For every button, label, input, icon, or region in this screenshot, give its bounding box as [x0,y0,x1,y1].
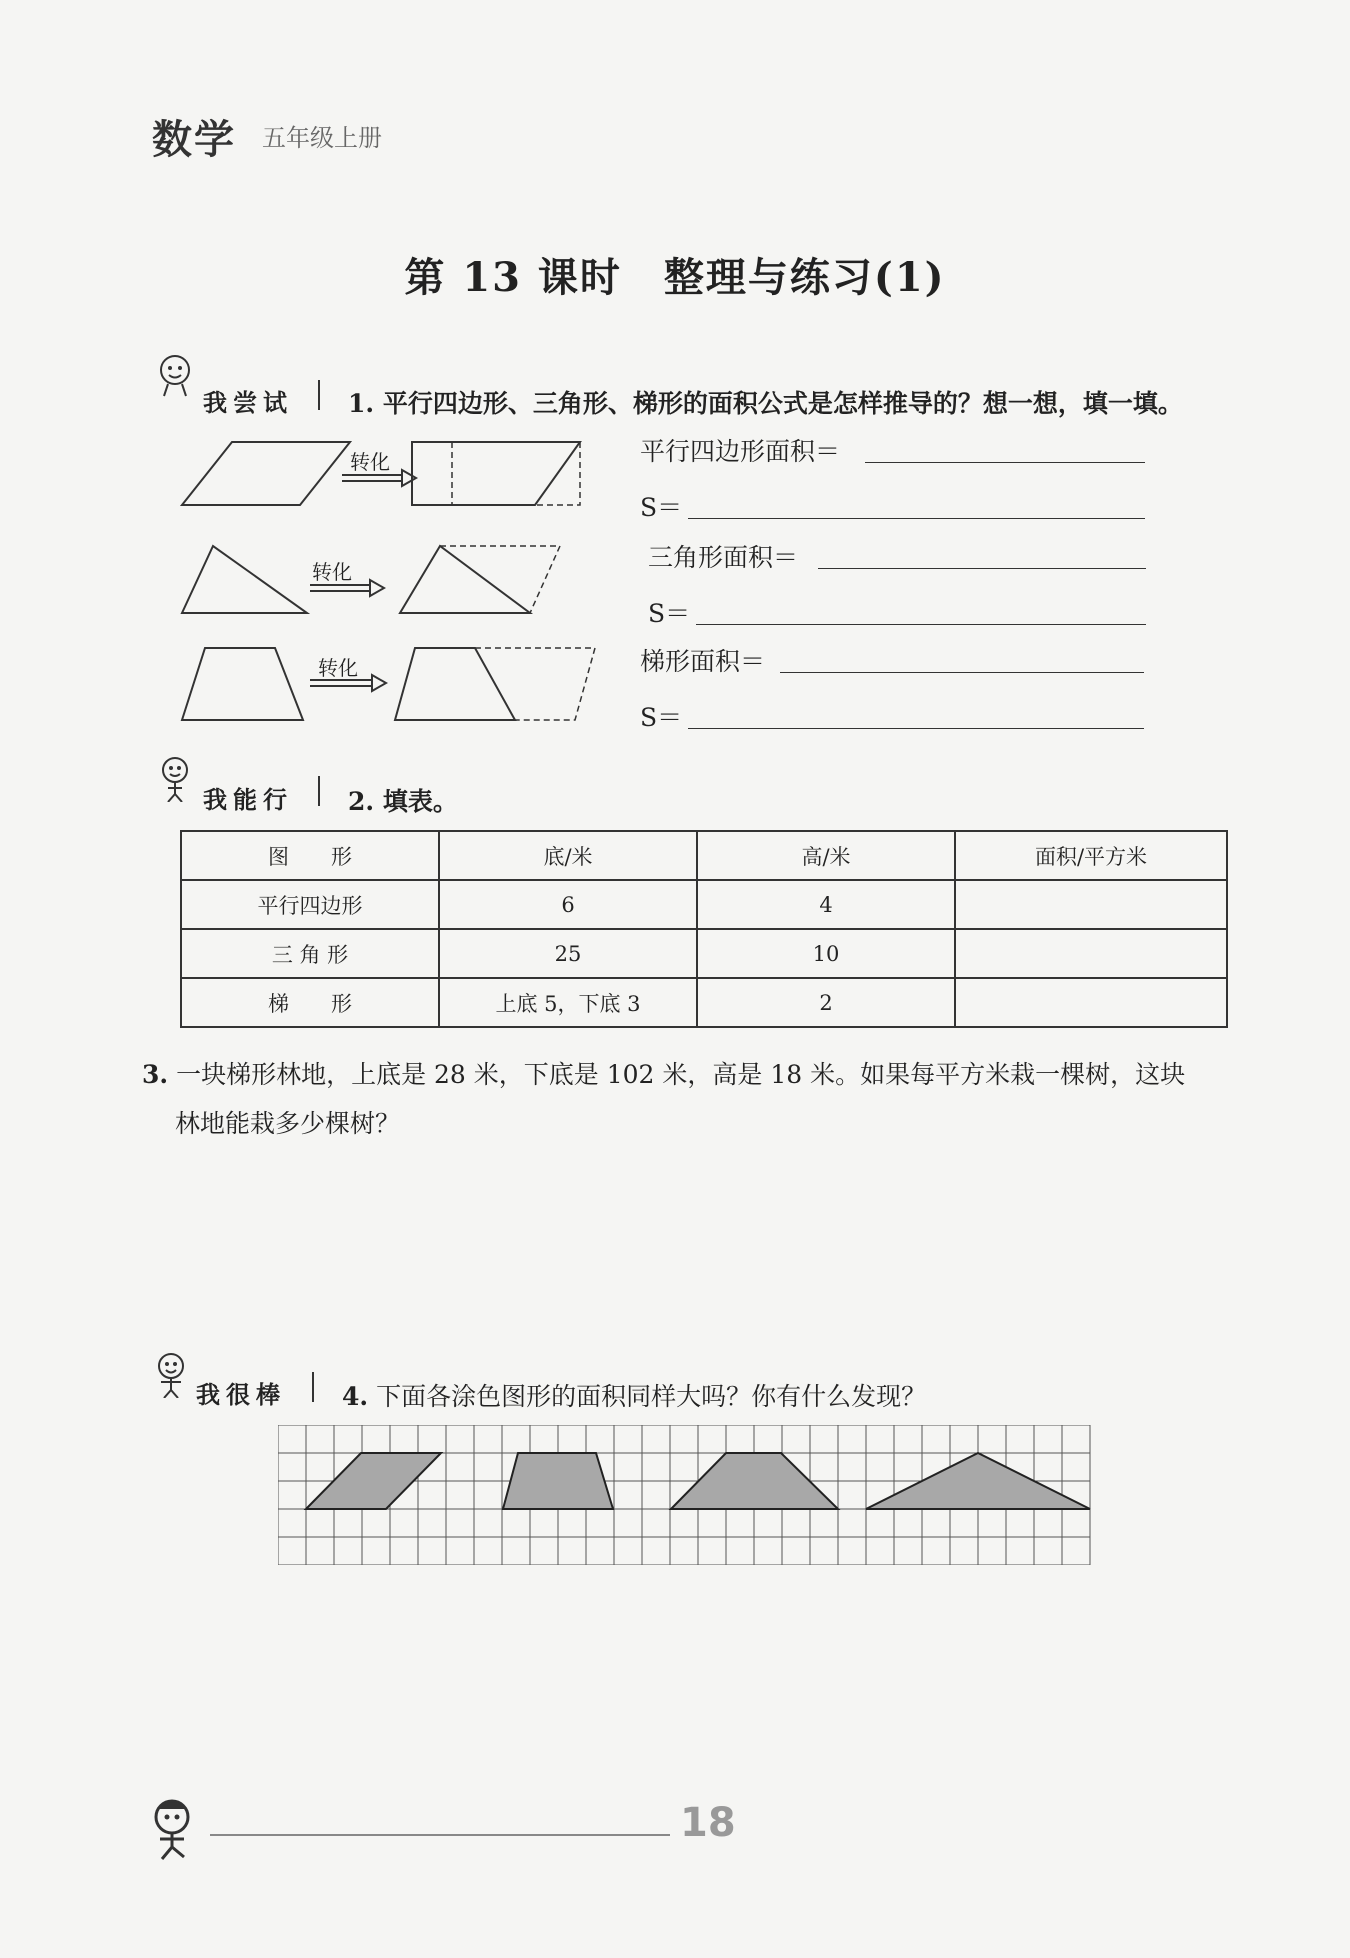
table-header: 面积/平方米 [955,831,1227,880]
q4-prompt: 下面各涂色图形的面积同样大吗？你有什么发现？ [376,1382,927,1411]
q2-text [348,782,458,818]
q3-prompt-1: 一块梯形林地，上底是 28 米，下底是 102 米，高是 18 米。如果每平方米栽一棵树，这块 [176,1060,1186,1089]
footer-rule [210,1834,670,1836]
subject-title: 数学 [152,117,236,163]
formula-trapezoid-label: 梯形面积＝ [640,647,766,676]
q1-number: 1. [348,389,375,418]
q3-number: 3. [142,1060,169,1089]
grade-label: 五年级上册 [262,124,382,152]
table-header: 高/米 [697,831,955,880]
q2-prompt: 填表。 [382,787,458,816]
section-divider [318,776,320,806]
answer-line[interactable] [780,672,1144,673]
q3-prompt-2: 林地能栽多少棵树？ [175,1109,401,1138]
q4-text [342,1377,926,1413]
arrow-label: 转化 [318,656,358,680]
answer-line[interactable] [688,728,1144,729]
q1-prompt: 平行四边形、三角形、梯形的面积公式是怎样推导的？想一想，填一填。 [382,389,1183,418]
table-row [181,880,1227,929]
table-cell: 平行四边形 [181,880,439,929]
answer-cell[interactable] [955,880,1227,929]
mascot-icon [150,350,200,400]
formula-triangle-label: 三角形面积＝ [648,543,799,572]
section-label-great: 我很棒 [196,1381,286,1409]
answer-line[interactable] [696,624,1146,625]
area-table [180,830,1228,1028]
table-cell: 梯 形 [181,978,439,1027]
section-label-try: 我尝试 [203,389,293,417]
answer-cell[interactable] [955,929,1227,978]
table-cell: 25 [439,929,697,978]
formula-parallelogram-s: S＝ [640,493,683,522]
table-cell: 6 [439,880,697,929]
table-cell: 上底 5，下底 3 [439,978,697,1027]
page-number: 18 [680,1800,736,1846]
table-cell: 4 [697,880,955,929]
formula-triangle-s: S＝ [648,599,691,628]
q1-transform-figures [170,430,610,730]
mascot-footer-icon [140,1795,210,1865]
q2-number: 2. [348,787,375,816]
mascot-icon [150,752,200,802]
table-row [181,929,1227,978]
q4-number: 4. [342,1382,369,1411]
table-header: 底/米 [439,831,697,880]
answer-line[interactable] [688,518,1145,519]
answer-cell[interactable] [955,978,1227,1027]
q1-text [348,384,1183,420]
table-cell: 三 角 形 [181,929,439,978]
section-divider [318,380,320,410]
lesson-title: 第 13 课时 整理与练习(1) [404,254,946,301]
table-row [181,978,1227,1027]
table-cell: 10 [697,929,955,978]
q4-grid [278,1425,1093,1565]
table-header-row [181,831,1227,880]
answer-line[interactable] [818,568,1146,569]
arrow-label: 转化 [312,560,352,584]
arrow-label: 转化 [350,450,390,474]
mascot-icon [146,1348,196,1398]
formula-trapezoid-s: S＝ [640,703,683,732]
section-divider [312,1372,314,1402]
formula-parallelogram-label: 平行四边形面积＝ [640,437,841,466]
q3-line1 [142,1055,1185,1091]
section-label-can: 我能行 [203,786,293,814]
answer-line[interactable] [865,462,1145,463]
table-header: 图 形 [181,831,439,880]
table-cell: 2 [697,978,955,1027]
shaded-trapezoid [503,1453,613,1509]
